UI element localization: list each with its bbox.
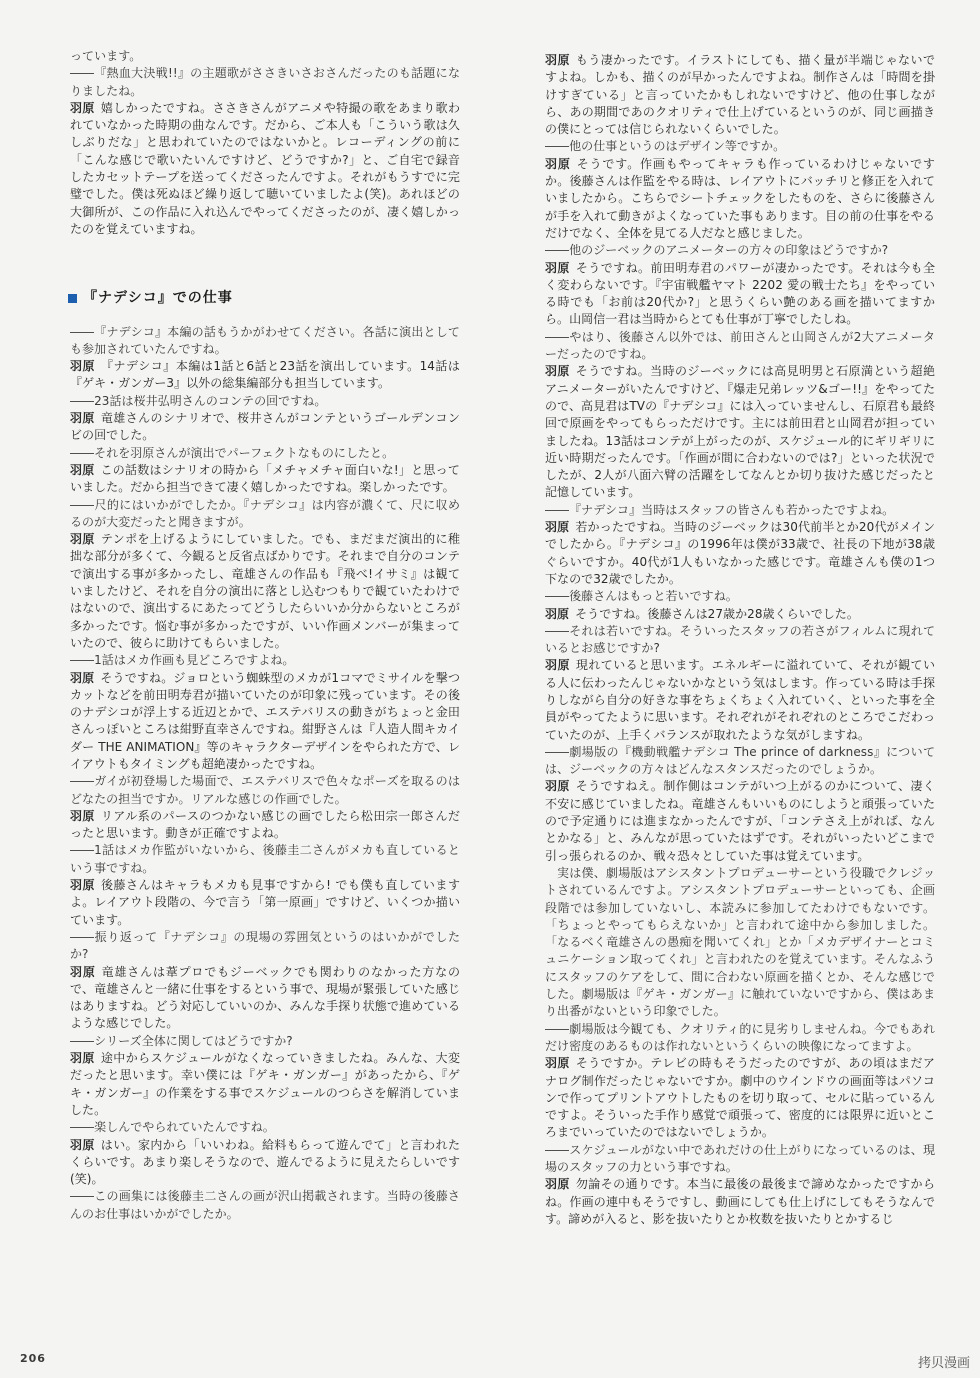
answer-paragraph (545, 1176, 935, 1228)
question-paragraph (70, 1119, 460, 1136)
paragraph-text: そうですか。テレビの時もそうだったのですが、あの頃はまだアナログ制作だったじゃないですか。劇中のウインドウの画面等はパソコンで作ってプリントアウトしたものを切り取って、セルに貼っているんですよ。そういった手作り感覚で頑張って、密度的には限界に近いところまでいっていたのではないでしょうか。 (545, 1056, 935, 1140)
paragraph-text: 『ナデシコ』本編は1話と6話と23話を演出しています。14話は『ゲキ・ガンガー3』以外の総集編部分も担当しています。 (70, 359, 460, 391)
paragraph-text: 実は僕、劇場版はアシスタントプロデューサーという役職でクレジットされているんですよ。アシスタントプロデューサーといっても、企画段階では参加していないし、本読みに参加してたわけでもないです。「ちょっとやってもらえないか」と言われて途中から参加しました。「なるべく竜雄さんの愚痴を聞いてくれ」とか「メカデザイナーとコミュニケーション取ってくれ」と言われたのを覚えています。そんなふうにスタッフのケアをして、間に合わない原画を描くとか、そんな感じでした。劇場版は『ゲキ・ガンガー』に触れていないですから、僕はあまり出番がないという印象でした。 (545, 865, 935, 1019)
paragraph-text: リアル系のパースのつかない感じの画でしたら松田宗一郎さんだったと思います。動きが正確ですよね。 (70, 808, 460, 841)
paragraph-text: 嬉しかったですね。ささきさんがアニメや特撮の歌をあまり歌われていなかった時期の曲なんです。だから、ご本人も「こういう歌は久しぶりだな」と思われていたのではないかと。レコーディングの前に「こんな感じで歌いたいんですけど、どうですか?」と、ご自宅で録音したカセットテープを送ってくださったんですよ。それがもうすでに完璧でした。僕は死ぬほど繰り返して聴いていましたよ(笑)。あれほどの大御所が、この作品に入れ込んでやってくださったのが、凄く嬉しかったのを覚えていますね。 (70, 100, 460, 236)
answer-paragraph (70, 1137, 460, 1189)
paragraph-text: ――この画集には後藤圭二さんの画が沢山掲載されます。当時の後藤さんのお仕事はいかがでしたか。 (70, 1189, 460, 1221)
paragraph-text: 竜雄さんは葦プロでもジーベックでも関わりのなかった方なので、竜雄さんと一緒に仕事をするという事で、現場が緊張していた感じはありますね。どう対応していいのか、みんな手探り状態で進めているような感じでした。 (70, 964, 460, 1031)
paragraph-text: ――尺的にはいかがでしたか。『ナデシコ』は内容が濃くて、尺に収めるのが大変だったと聞きますが。 (70, 497, 460, 529)
answer-paragraph (70, 531, 460, 652)
speaker-label: 羽原 (70, 808, 95, 823)
paragraph-text: 勿論その通りです。本当に最後の最後まで諦めなかったですからね。作画の連中もそうですし、動画にしても仕上げにしてもそうなんです。諦めが入ると、影を抜いたりとか枚数を抜いたりとかするじ (545, 1177, 935, 1226)
question-paragraph (70, 1188, 460, 1223)
paragraph-text: テンポを上げるようにしていました。でも、まだまだ演出的に稚拙な部分が多くて、今観ると反省点ばかりです。それまで自分のコンテで演出する事が多かったし、竜雄さんの作品も『飛べ!イサミ』は観ていましたけど、それを自分の演出に落とし込むつもりで観ていたわけではないので、演出するにあたってどうしたらいいか分からないところが多かったです。悩む事が多かったですが、いい作画メンバーが集まっていたので、彼らに助けてもらいました。 (70, 532, 460, 650)
speaker-label: 羽原 (545, 520, 570, 535)
paragraph-text: そうですね。当時のジーベックには高見明男と石原満という超絶アニメーターがいたんですけど、『爆走兄弟レッツ&ゴー!!』をやってたので、高見君はTVの『ナデシコ』には入っていませんし、石原君も最終回で原画をやってもらっただけです。主には前田君と山岡君が担っていましたね。13話はコンテが上がったのが、スケジュール的にギリギリに近い時期だったんです。「作画が間に合わないのでは?」といった状況でしたが、2人が八面六臂の活躍をしてなんとか切り抜けた感じだったと記憶しています。 (545, 364, 935, 500)
question-paragraph (545, 502, 935, 519)
intro-section (70, 48, 460, 238)
question-paragraph (70, 773, 460, 808)
paragraph-text: っています。 (70, 49, 142, 63)
speaker-label: 羽原 (70, 411, 95, 426)
paragraph-text: ――他のジーベックのアニメーターの方々の印象はどうですか? (545, 243, 889, 258)
question-paragraph (70, 652, 460, 669)
speaker-label: 羽原 (545, 779, 570, 794)
paragraph-text: そうですね。後藤さんは27歳か28歳くらいでした。 (575, 606, 859, 621)
question-paragraph (545, 623, 935, 658)
question-paragraph (70, 842, 460, 877)
answer-paragraph (545, 657, 935, 743)
paragraph-text: そうですねえ。制作側はコンテがいつ上がるのかについて、凄く不安に感じていましたね。竜雄さんもいいものにしようと頑張っていたので予定通りには進まなかったんですが、「コンテさえ上がれば、なんとかなる」と、みんなが思っていたはずです。それがいったいどこまで引っ張られるのか、戦々恐々としていた事は覚えています。 (545, 779, 935, 863)
paragraph-text: ――劇場版の『機動戦艦ナデシコ The prince of darkness』については、ジーベックの方々はどんなスタンスだったのでしょうか。 (545, 744, 935, 777)
answer-paragraph (545, 519, 935, 588)
answer-paragraph (70, 1050, 460, 1119)
paragraph-text: 後藤さんはキャラもメカも見事ですから! でも僕も直していますよ。レイアウト段階の、今で言う「第一原画」ですけど、いくつか描いています。 (70, 878, 460, 927)
question-paragraph (70, 48, 460, 65)
speaker-label: 羽原 (70, 462, 95, 477)
answer-paragraph (545, 778, 935, 864)
page-number: 206 (20, 1352, 46, 1365)
question-paragraph (545, 744, 935, 779)
answer-paragraph (70, 670, 460, 774)
question-paragraph (545, 865, 935, 1021)
question-paragraph (545, 1021, 935, 1056)
question-paragraph (545, 588, 935, 605)
answer-paragraph (70, 358, 460, 393)
left-body (70, 324, 460, 1223)
section-heading (68, 290, 460, 307)
paragraph-text: ――1話はメカ作監がいないから、後藤圭二さんがメカも直しているという事ですね。 (70, 843, 460, 875)
speaker-label: 羽原 (70, 359, 96, 374)
paragraph-text: はい。家内から「いいわね。給料もらって遊んでて」と言われたくらいです。あまり楽しそうなので、遊んでるように見えたらしいです(笑)。 (70, 1137, 460, 1187)
speaker-label: 羽原 (70, 532, 95, 547)
paragraph-text: ――スケジュールがない中であれだけの仕上がりになっているのは、現場のスタッフの力という事ですね。 (545, 1142, 935, 1174)
right-body (545, 52, 935, 1228)
answer-paragraph (70, 100, 460, 238)
answer-paragraph (545, 363, 935, 501)
question-paragraph (70, 324, 460, 359)
paragraph-text: 若かったですね。当時のジーベックは30代前半とか20代がメインでしたから。『ナデシコ』の1996年は僕が33歳で、社長の下地が38歳ぐらいですか。40代が1人もいなかった感じです。竜雄さんも僕の1つ下なので32歳でしたか。 (545, 520, 935, 586)
paragraph-text: ――劇場版は今観ても、クオリティ的に見劣りしませんね。今でもあれだけ密度のあるものは作れないというくらいの映像になってますよ。 (545, 1021, 935, 1053)
speaker-label: 羽原 (545, 1177, 570, 1192)
right-column (545, 52, 935, 1228)
speaker-label: 羽原 (70, 670, 95, 685)
paragraph-text: ――振り返って『ナデシコ』の現場の雰囲気というのはいかがでしたか? (70, 929, 460, 962)
heading-square-icon (68, 294, 77, 303)
paragraph-text: ――それを羽原さんが演出でパーフェクトなものにしたと。 (70, 445, 395, 460)
answer-paragraph (545, 606, 935, 623)
paragraph-text: 途中からスケジュールがなくなっていきましたね。みんな、大変だったと思います。幸い僕には『ゲキ・ガンガー』があったから、『ゲキ・ガンガー』の作業をする事でスケジュールのつらさを解消していました。 (70, 1051, 461, 1117)
speaker-label: 羽原 (545, 606, 570, 621)
question-paragraph (70, 65, 460, 100)
answer-paragraph (70, 808, 460, 843)
question-paragraph (545, 1142, 935, 1177)
speaker-label: 羽原 (545, 364, 570, 379)
question-paragraph (70, 1033, 460, 1050)
answer-paragraph (70, 877, 460, 929)
question-paragraph (70, 445, 460, 462)
paragraph-text: ――他の仕事というのはデザイン等ですか。 (545, 139, 786, 154)
paragraph-text: ――それは若いですね。そういったスタッフの若さがフィルムに現れているとお感じですか? (545, 623, 935, 656)
paragraph-text: ――後藤さんはもっと若いですね。 (545, 589, 738, 604)
paragraph-text: そうです。作画もやってキャラも作っているわけじゃないですか。後藤さんは作監をやる時は、レイアウトにバッチリと修正を入れていましたから。こちらでシートチェックをしたものを、さらに後藤さんが手を入れて動きがよくなっていた事もあります。目の前の仕事をやるだけでなく、全体を見てる人だなと感じました。 (545, 156, 935, 240)
answer-paragraph (70, 964, 460, 1033)
question-paragraph (545, 329, 935, 364)
paragraph-text: そうですね。前田明寿君のパワーが凄かったです。それは今も全く変わらないです。『宇宙戦艦ヤマト 2202 愛の戦士たち』をやっている時でも「お前は20代か?」と思うくらい艶のある画を描いてますから。山岡信一君は当時からとても仕事が丁寧でしたしね。 (545, 260, 935, 327)
paragraph-text: ――楽しんでやられていたんですね。 (70, 1120, 275, 1135)
answer-paragraph (70, 462, 460, 497)
speaker-label: 羽原 (545, 260, 570, 275)
question-paragraph (70, 929, 460, 964)
paragraph-text: 現れていると思います。エネルギーに溢れていて、それが観ている人に伝わったんじゃないかなという気はします。作っている時は手探りしながら自分の好きな事をちょくちょく入れていく、といった事を全員がやってたように思います。それぞれがそれぞれのところでこだわっていたのが、上手くバランスが取れたような気がしますね。 (545, 658, 935, 742)
speaker-label: 羽原 (545, 53, 570, 67)
paragraph-text: ――『ナデシコ』本編の話もうかがわせてください。各話に演出としても参加されていたんですね。 (70, 324, 460, 356)
watermark: 拷贝漫画 (917, 1356, 970, 1371)
speaker-label: 羽原 (70, 1137, 95, 1152)
answer-paragraph (545, 52, 935, 138)
paragraph-text: ――『熱血大決戦!!』の主題歌がささきいさおさんだったのも話題になりましたね。 (70, 66, 460, 98)
answer-paragraph (545, 260, 935, 329)
speaker-label: 羽原 (545, 156, 571, 171)
speaker-label: 羽原 (70, 100, 95, 115)
answer-paragraph (545, 156, 935, 242)
speaker-label: 羽原 (545, 658, 570, 673)
question-paragraph (545, 242, 935, 259)
question-paragraph (545, 138, 935, 155)
paragraph-text: ――ガイが初登場した場面で、エステバリスで色々なポーズを取るのはどなたの担当ですか。リアルな感じの作画でした。 (70, 774, 460, 806)
question-paragraph (70, 393, 460, 410)
section-heading-text: 『ナデシコ』での仕事 (83, 290, 233, 307)
answer-paragraph (70, 410, 460, 445)
speaker-label: 羽原 (70, 1051, 95, 1066)
paragraph-text: ――23話は桜井弘明さんのコンテの回ですね。 (70, 393, 327, 408)
speaker-label: 羽原 (545, 1056, 570, 1071)
speaker-label: 羽原 (70, 964, 96, 979)
paragraph-text: ――1話はメカ作画も見どころですよね。 (70, 653, 295, 668)
paragraph-text: 竜雄さんのシナリオで、桜井さんがコンテというゴールデンコンビの回でした。 (70, 411, 460, 443)
question-paragraph (70, 497, 460, 532)
paragraph-text: ――シリーズ全体に関してはどうですか? (70, 1033, 293, 1048)
speaker-label: 羽原 (70, 878, 96, 893)
paragraph-text: ――やはり、後藤さん以外では、前田さんと山岡さんが2大アニメーターだったのですね。 (545, 329, 935, 362)
paragraph-text: ――『ナデシコ』当時はスタッフの皆さんも若かったですよね。 (545, 502, 895, 517)
paragraph-text: そうですね。ジョロという蜘蛛型のメカが1コマでミサイルを撃つカットなどを前田明寿君が描いていたのが印象に残っています。その後のナデシコが浮上する近辺とかで、エステバリスの動きがちょっと金田さんっぽいところは紺野直幸さんですね。紺野さんは『人造人間キカイダー THE ANIMATION』等のキャラクターデザインをやられた方で、レイアウトもタイミングも超絶凄かったですね。 (70, 670, 460, 771)
paragraph-text: もう凄かったです。イラストにしても、描く量が半端じゃないですよね。しかも、描くのが早かったんですよね。制作さんは「時間を掛けすぎている」と言っていたかもしれないですけど、他の仕事しながら、あの期間であのクオリティで仕上げているというのが、同じ画描きの僕にとっては信じられないくらいでした。 (545, 53, 935, 137)
paragraph-text: この話数はシナリオの時から「メチャメチャ面白いな!」と思っていました。だから担当できて凄く嬉しかったですね。楽しかったです。 (70, 462, 460, 495)
answer-paragraph (545, 1055, 935, 1141)
left-column (70, 48, 460, 1223)
